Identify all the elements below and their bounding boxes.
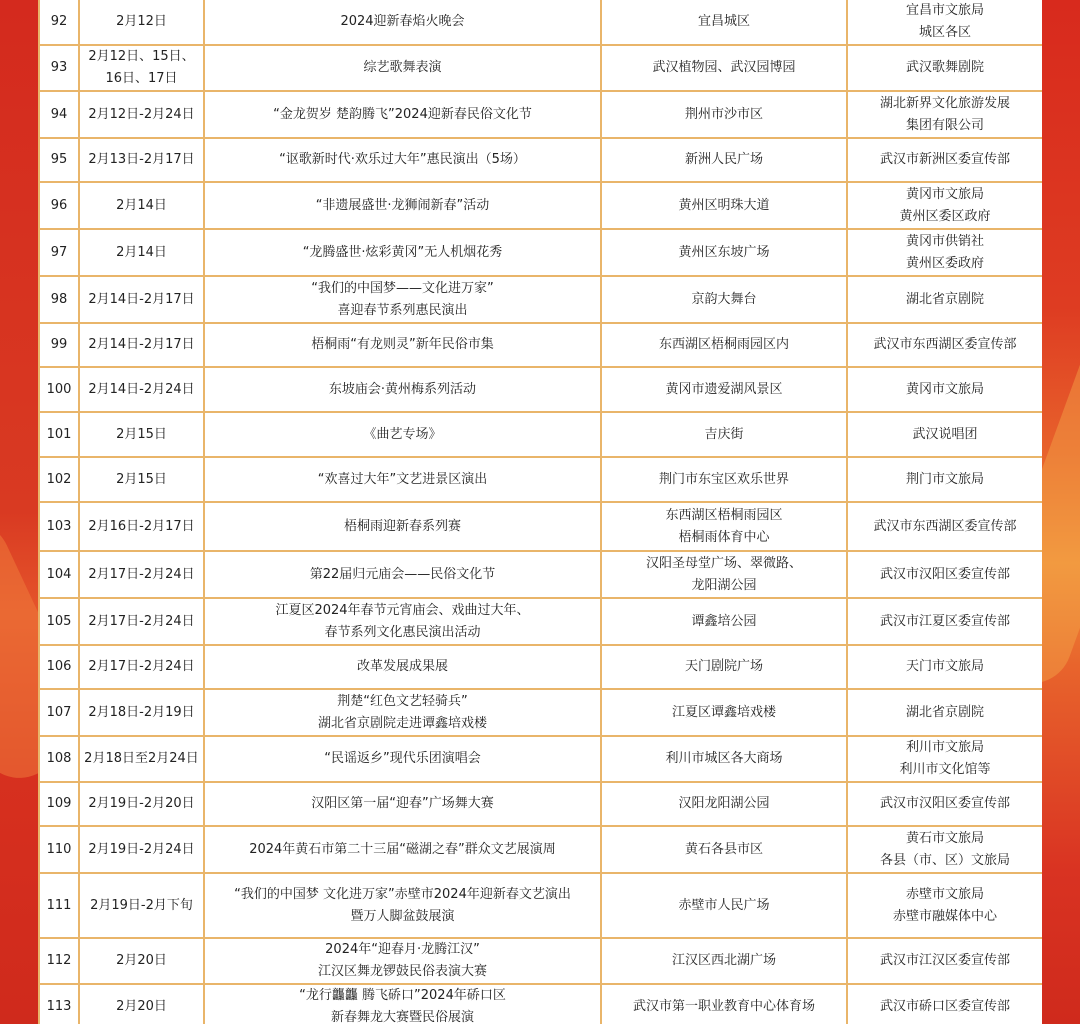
organizer-cell: 武汉市江汉区委宣传部 <box>847 938 1042 984</box>
date-cell: 2月17日-2月24日 <box>79 645 204 689</box>
event-name-cell: “民谣返乡”现代乐团演唱会 <box>204 736 601 782</box>
organizer-cell: 湖北新界文化旅游发展 集团有限公司 <box>847 91 1042 138</box>
venue-cell: 荆门市东宝区欢乐世界 <box>601 457 847 502</box>
organizer-cell: 黄冈市文旅局 黄州区委区政府 <box>847 182 1042 229</box>
event-name-cell: “龙行龘龘 腾飞硚口”2024年硚口区 新春舞龙大赛暨民俗展演 <box>204 984 601 1024</box>
date-cell: 2月19日-2月下旬 <box>79 873 204 938</box>
table-row <box>39 502 1042 551</box>
row-number-cell: 98 <box>39 276 79 323</box>
event-schedule-table-container <box>38 0 1042 1024</box>
venue-cell: 汉阳圣母堂广场、翠微路、 龙阳湖公园 <box>601 551 847 598</box>
venue-cell: 黄州区东坡广场 <box>601 229 847 276</box>
event-name-cell: 汉阳区第一届“迎春”广场舞大赛 <box>204 782 601 826</box>
organizer-cell: 武汉歌舞剧院 <box>847 45 1042 91</box>
row-number-cell: 95 <box>39 138 79 182</box>
row-number-cell: 103 <box>39 502 79 551</box>
table-row <box>39 0 1042 45</box>
row-number-cell: 108 <box>39 736 79 782</box>
table-row <box>39 826 1042 873</box>
row-number-cell: 99 <box>39 323 79 367</box>
row-number-cell: 109 <box>39 782 79 826</box>
organizer-cell: 赤壁市文旅局 赤壁市融媒体中心 <box>847 873 1042 938</box>
venue-cell: 京韵大舞台 <box>601 276 847 323</box>
event-name-cell: 东坡庙会·黄州梅系列活动 <box>204 367 601 412</box>
organizer-cell: 武汉市新洲区委宣传部 <box>847 138 1042 182</box>
date-cell: 2月14日-2月24日 <box>79 367 204 412</box>
organizer-cell: 黄冈市供销社 黄州区委政府 <box>847 229 1042 276</box>
table-row <box>39 645 1042 689</box>
table-row <box>39 412 1042 457</box>
row-number-cell: 102 <box>39 457 79 502</box>
venue-cell: 江汉区西北湖广场 <box>601 938 847 984</box>
event-name-cell: “我们的中国梦 文化进万家”赤壁市2024年迎新春文艺演出 暨万人脚盆鼓展演 <box>204 873 601 938</box>
organizer-cell: 利川市文旅局 利川市文化馆等 <box>847 736 1042 782</box>
table-row <box>39 689 1042 736</box>
venue-cell: 利川市城区各大商场 <box>601 736 847 782</box>
venue-cell: 武汉市第一职业教育中心体育场 <box>601 984 847 1024</box>
event-name-cell: 梧桐雨迎新春系列赛 <box>204 502 601 551</box>
background-left-border <box>0 0 40 1024</box>
event-name-cell: 江夏区2024年春节元宵庙会、戏曲过大年、 春节系列文化惠民演出活动 <box>204 598 601 645</box>
event-name-cell: “龙腾盛世·炫彩黄冈”无人机烟花秀 <box>204 229 601 276</box>
row-number-cell: 106 <box>39 645 79 689</box>
table-row <box>39 984 1042 1024</box>
event-name-cell: “金龙贺岁 楚韵腾飞”2024迎新春民俗文化节 <box>204 91 601 138</box>
row-number-cell: 104 <box>39 551 79 598</box>
event-name-cell: 2024年“迎春月·龙腾江汉” 江汉区舞龙锣鼓民俗表演大赛 <box>204 938 601 984</box>
venue-cell: 宜昌城区 <box>601 0 847 45</box>
date-cell: 2月14日 <box>79 182 204 229</box>
event-name-cell: 第22届归元庙会——民俗文化节 <box>204 551 601 598</box>
date-cell: 2月14日-2月17日 <box>79 276 204 323</box>
date-cell: 2月15日 <box>79 412 204 457</box>
venue-cell: 黄石各县市区 <box>601 826 847 873</box>
date-cell: 2月18日-2月19日 <box>79 689 204 736</box>
organizer-cell: 武汉市汉阳区委宣传部 <box>847 551 1042 598</box>
event-name-cell: 梧桐雨“有龙则灵”新年民俗市集 <box>204 323 601 367</box>
venue-cell: 汉阳龙阳湖公园 <box>601 782 847 826</box>
date-cell: 2月18日至2月24日 <box>79 736 204 782</box>
venue-cell: 赤壁市人民广场 <box>601 873 847 938</box>
row-number-cell: 93 <box>39 45 79 91</box>
date-cell: 2月20日 <box>79 938 204 984</box>
date-cell: 2月14日-2月17日 <box>79 323 204 367</box>
row-number-cell: 92 <box>39 0 79 45</box>
venue-cell: 天门剧院广场 <box>601 645 847 689</box>
venue-cell: 吉庆街 <box>601 412 847 457</box>
organizer-cell: 天门市文旅局 <box>847 645 1042 689</box>
row-number-cell: 100 <box>39 367 79 412</box>
date-cell: 2月12日、15日、 16日、17日 <box>79 45 204 91</box>
row-number-cell: 97 <box>39 229 79 276</box>
row-number-cell: 94 <box>39 91 79 138</box>
date-cell: 2月19日-2月24日 <box>79 826 204 873</box>
organizer-cell: 黄冈市文旅局 <box>847 367 1042 412</box>
date-cell: 2月14日 <box>79 229 204 276</box>
event-name-cell: 改革发展成果展 <box>204 645 601 689</box>
date-cell: 2月17日-2月24日 <box>79 551 204 598</box>
venue-cell: 东西湖区梧桐雨园区内 <box>601 323 847 367</box>
organizer-cell: 荆门市文旅局 <box>847 457 1042 502</box>
table-row <box>39 873 1042 938</box>
date-cell: 2月20日 <box>79 984 204 1024</box>
table-row <box>39 457 1042 502</box>
venue-cell: 东西湖区梧桐雨园区 梧桐雨体育中心 <box>601 502 847 551</box>
date-cell: 2月17日-2月24日 <box>79 598 204 645</box>
event-name-cell: 《曲艺专场》 <box>204 412 601 457</box>
organizer-cell: 武汉市江夏区委宣传部 <box>847 598 1042 645</box>
date-cell: 2月15日 <box>79 457 204 502</box>
event-name-cell: “非遗展盛世·龙狮闹新春”活动 <box>204 182 601 229</box>
table-row <box>39 276 1042 323</box>
organizer-cell: 武汉市东西湖区委宣传部 <box>847 323 1042 367</box>
event-name-cell: “我们的中国梦——文化进万家” 喜迎春节系列惠民演出 <box>204 276 601 323</box>
date-cell: 2月12日-2月24日 <box>79 91 204 138</box>
organizer-cell: 武汉市硚口区委宣传部 <box>847 984 1042 1024</box>
organizer-cell: 黄石市文旅局 各县（市、区）文旅局 <box>847 826 1042 873</box>
venue-cell: 武汉植物园、武汉园博园 <box>601 45 847 91</box>
organizer-cell: 武汉市东西湖区委宣传部 <box>847 502 1042 551</box>
date-cell: 2月13日-2月17日 <box>79 138 204 182</box>
date-cell: 2月16日-2月17日 <box>79 502 204 551</box>
organizer-cell: 武汉市汉阳区委宣传部 <box>847 782 1042 826</box>
venue-cell: 荆州市沙市区 <box>601 91 847 138</box>
table-row <box>39 229 1042 276</box>
venue-cell: 黄州区明珠大道 <box>601 182 847 229</box>
table-row <box>39 182 1042 229</box>
date-cell: 2月12日 <box>79 0 204 45</box>
table-row <box>39 782 1042 826</box>
row-number-cell: 96 <box>39 182 79 229</box>
organizer-cell: 湖北省京剧院 <box>847 276 1042 323</box>
organizer-cell: 宜昌市文旅局 城区各区 <box>847 0 1042 45</box>
table-row <box>39 598 1042 645</box>
row-number-cell: 112 <box>39 938 79 984</box>
organizer-cell: 湖北省京剧院 <box>847 689 1042 736</box>
table-row <box>39 138 1042 182</box>
row-number-cell: 113 <box>39 984 79 1024</box>
venue-cell: 黄冈市遗爱湖风景区 <box>601 367 847 412</box>
venue-cell: 江夏区谭鑫培戏楼 <box>601 689 847 736</box>
table-row <box>39 91 1042 138</box>
row-number-cell: 111 <box>39 873 79 938</box>
date-cell: 2月19日-2月20日 <box>79 782 204 826</box>
event-name-cell: 2024迎新春焰火晚会 <box>204 0 601 45</box>
row-number-cell: 105 <box>39 598 79 645</box>
organizer-cell: 武汉说唱团 <box>847 412 1042 457</box>
table-row <box>39 45 1042 91</box>
venue-cell: 新洲人民广场 <box>601 138 847 182</box>
event-name-cell: “欢喜过大年”文艺进景区演出 <box>204 457 601 502</box>
row-number-cell: 101 <box>39 412 79 457</box>
event-schedule-table <box>38 0 1042 1024</box>
table-row <box>39 323 1042 367</box>
background-right-border <box>1040 0 1080 1024</box>
event-name-cell: 荆楚“红色文艺轻骑兵” 湖北省京剧院走进谭鑫培戏楼 <box>204 689 601 736</box>
table-row <box>39 551 1042 598</box>
table-row <box>39 938 1042 984</box>
venue-cell: 谭鑫培公园 <box>601 598 847 645</box>
table-row <box>39 736 1042 782</box>
row-number-cell: 110 <box>39 826 79 873</box>
row-number-cell: 107 <box>39 689 79 736</box>
event-name-cell: 2024年黄石市第二十三届“磁湖之春”群众文艺展演周 <box>204 826 601 873</box>
event-name-cell: “讴歌新时代·欢乐过大年”惠民演出（5场） <box>204 138 601 182</box>
table-row <box>39 367 1042 412</box>
event-name-cell: 综艺歌舞表演 <box>204 45 601 91</box>
